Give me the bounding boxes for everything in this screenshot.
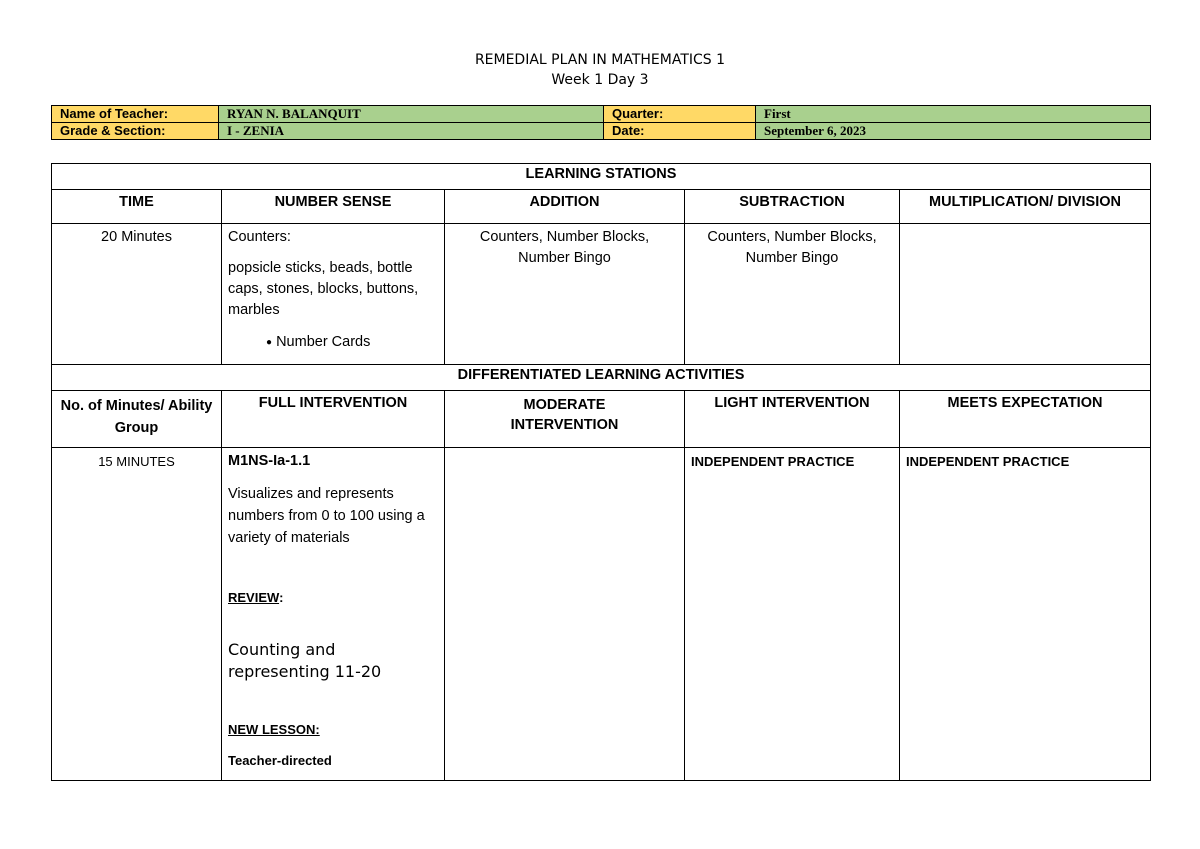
teacher-directed: Teacher-directed bbox=[228, 753, 332, 768]
activities-title-row bbox=[52, 365, 1151, 391]
info-row bbox=[52, 106, 1151, 123]
review-topic: Counting and representing 11-20 bbox=[228, 640, 382, 681]
activities-light bbox=[685, 448, 900, 781]
info-row bbox=[52, 123, 1151, 140]
objective-text: Visualizes and represents numbers from 0 to 100 using a variety of materials bbox=[228, 486, 425, 546]
col-header-light: LIGHT INTERVENTION bbox=[685, 391, 900, 448]
activities-full bbox=[222, 448, 445, 781]
stations-header-row bbox=[52, 190, 1151, 224]
new-lesson-label: NEW LESSON: bbox=[228, 722, 320, 737]
col-header-meets: MEETS EXPECTATION bbox=[900, 391, 1151, 448]
activities-minutes bbox=[52, 448, 222, 781]
page-title: REMEDIAL PLAN IN MATHEMATICS 1 bbox=[474, 52, 726, 68]
stations-multiplication bbox=[900, 224, 1151, 365]
col-header-addition: ADDITION bbox=[445, 190, 685, 224]
time-value: 20 Minutes bbox=[101, 229, 172, 245]
competency-code: M1NS-Ia-1.1 bbox=[228, 453, 311, 469]
activities-meets bbox=[900, 448, 1151, 781]
addition-value: Counters, Number Blocks, Number Bingo bbox=[479, 229, 650, 266]
review-label: REVIEW bbox=[228, 590, 280, 605]
quarter-label: Quarter: bbox=[604, 106, 756, 123]
counters-items: popsicle sticks, beads, bottle caps, stones, blocks, buttons, marbles bbox=[228, 260, 419, 318]
light-value: INDEPENDENT PRACTICE bbox=[691, 454, 855, 469]
activities-header-row bbox=[52, 391, 1151, 448]
col-header-number-sense: NUMBER SENSE bbox=[222, 190, 445, 224]
col-header-moderate bbox=[445, 391, 685, 448]
number-cards-item bbox=[228, 332, 438, 353]
minutes-value: 15 MINUTES bbox=[98, 454, 175, 469]
quarter-value: First bbox=[756, 106, 1151, 123]
col-header-multiplication: MULTIPLICATION/ DIVISION bbox=[900, 190, 1151, 224]
subtraction-value: Counters, Number Blocks, Number Bingo bbox=[707, 229, 877, 266]
new-lesson-heading bbox=[228, 719, 438, 740]
activities-moderate bbox=[445, 448, 685, 781]
activities-title: DIFFERENTIATED LEARNING ACTIVITIES bbox=[52, 365, 1151, 391]
stations-title-row bbox=[52, 164, 1151, 190]
stations-subtraction bbox=[685, 224, 900, 365]
stations-title: LEARNING STATIONS bbox=[52, 164, 1151, 190]
date-value: September 6, 2023 bbox=[756, 123, 1151, 140]
review-heading bbox=[228, 587, 438, 608]
stations-number-sense bbox=[222, 224, 445, 365]
date-label: Date: bbox=[604, 123, 756, 140]
stations-time bbox=[52, 224, 222, 365]
stations-addition bbox=[445, 224, 685, 365]
col-header-minutes: No. of Minutes/ Ability Group bbox=[52, 391, 222, 448]
col-header-full: FULL INTERVENTION bbox=[222, 391, 445, 448]
plan-table bbox=[51, 163, 1151, 781]
col-header-time: TIME bbox=[52, 190, 222, 224]
col-header-moderate-text: MODERATE INTERVENTION bbox=[510, 397, 619, 433]
activities-row bbox=[52, 448, 1151, 781]
number-cards-label: Number Cards bbox=[276, 334, 371, 350]
counters-label: Counters: bbox=[228, 229, 291, 245]
info-table bbox=[51, 105, 1151, 140]
review-colon: : bbox=[279, 590, 284, 605]
teacher-value: RYAN N. BALANQUIT bbox=[219, 106, 604, 123]
grade-value: I - ZENIA bbox=[219, 123, 604, 140]
page-subtitle: Week 1 Day 3 bbox=[551, 72, 649, 88]
grade-label: Grade & Section: bbox=[52, 123, 219, 140]
meets-value: INDEPENDENT PRACTICE bbox=[906, 454, 1070, 469]
stations-row bbox=[52, 224, 1151, 365]
bullet-icon: ● bbox=[266, 337, 273, 348]
col-header-subtraction: SUBTRACTION bbox=[685, 190, 900, 224]
teacher-label: Name of Teacher: bbox=[52, 106, 219, 123]
